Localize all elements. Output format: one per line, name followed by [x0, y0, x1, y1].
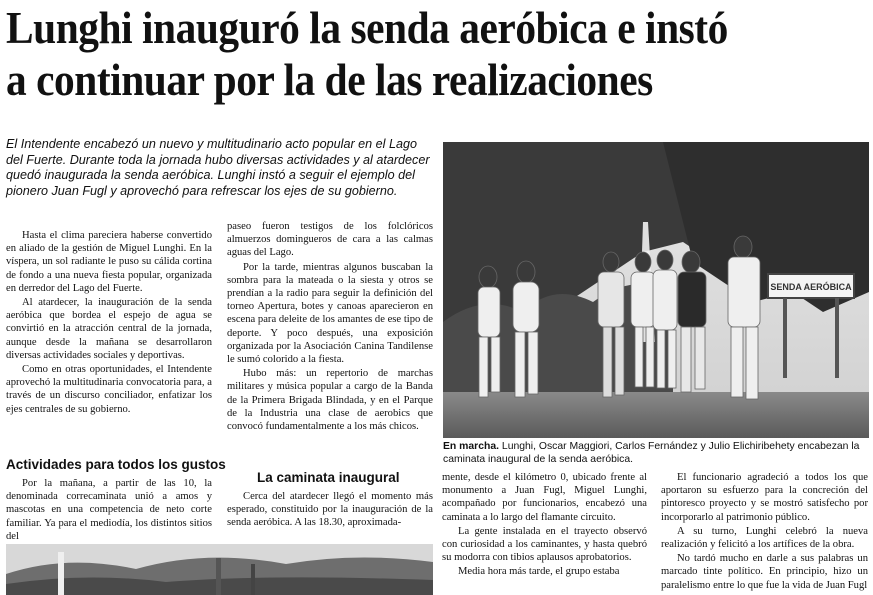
paragraph: Por la tarde, mientras algunos buscaban la sombra para la mateada o la siesta y otros se prendían a la radio para seguir la definición del torneo Apertura, botes y canoas aparecieron en escena para deleite de los amantes de ese tipo de deporte. Y poco después, una exposición organizada por la Asociación Canina Tandilense le sumó colorido a la fiesta.: [227, 261, 433, 366]
paragraph: Cerca del atardecer llegó el momento más esperado, constituido por la inauguración de la senda aeróbica. A las 18.30, aproximada-: [227, 491, 433, 529]
subheading-caminata: La caminata inaugural: [257, 470, 400, 485]
body-column-2: [227, 220, 433, 434]
paragraph: Hubo más: un repertorio de marchas militares y música popular a cargo de la Banda de la Primera Brigada Blindada, y en el Parque de la Industria una clase de aerobics que convocó fundamentalmente a los más chicos.: [227, 368, 433, 433]
body-column-1: [6, 229, 212, 417]
secondary-photo: [6, 544, 433, 595]
paragraph: A su turno, Lunghi celebró la nueva realización y felicitó a los artífices de la obra.: [661, 525, 868, 551]
activities-text: [6, 477, 212, 543]
paragraph: Hasta el clima pareciera haberse convertido en aliado de la gestión de Miguel Lunghi. En la víspera, un sol radiante le puso su cálida cortina de fondo a una nueva fiesta popular, organizada en derredor del Lago del Fuerte.: [6, 230, 212, 294]
body-column-3: [442, 471, 647, 580]
paragraph: La gente instalada en el trayecto observó con curiosidad a los caminantes, y hasta quebró su modorra con tibios aplausos aprobatorios.: [442, 525, 647, 564]
headline-line-1: Lunghi inauguró la senda aeróbica e instó: [6, 3, 728, 53]
paragraph: El funcionario agradeció a todos los que aportaron su esfuerzo para la concreción del pintoresco proyecto y se mostró satisfecho por incorporarlo al patrimonio público.: [661, 472, 868, 523]
photo-caption: [443, 441, 869, 466]
headline: [6, 2, 799, 106]
caption-text: Lunghi, Oscar Maggiori, Carlos Fernández y Julio Elichiribehety encabezan la caminata inaugural de la senda aeróbica.: [443, 441, 860, 465]
headline-line-2: a continuar por la de las realizaciones: [6, 55, 653, 105]
paragraph: Por la mañana, a partir de las 10, la denominada correcaminata unió a amos y mascotas en una competencia de neto corte familiar. Ya para el mediodía, los distintos sitios del: [6, 478, 212, 542]
paragraph: mente, desde el kilómetro 0, ubicado frente al monumento a Juan Fugl, Miguel Lunghi, acompañado por funcionarios, encabezó una caminata a lo largo del flamante circuito.: [442, 472, 647, 523]
paragraph: Media hora más tarde, el grupo estaba: [458, 566, 620, 578]
paragraph: Al atardecer, la inauguración de la senda aeróbica que bordea el espejo de agua se convirtió en la atracción central de la jornada, aunque desde la mañana se desarrollaron diversas actividades sociales y deportivas.: [6, 297, 212, 361]
sign-text: SENDA AERÓBICA: [770, 282, 852, 292]
paragraph: Como en otras oportunidades, el Intendente aprovechó la multitudinaria convocatoria para, a través de un discurso conciliador, enfatizar los ejes centrales de su gobierno.: [6, 364, 212, 415]
subheading-activities: Actividades para todos los gustos: [6, 457, 226, 472]
caption-lead: En marcha.: [443, 441, 500, 452]
caminata-text: [227, 490, 433, 530]
paragraph: No tardó mucho en darle a sus palabras un marcado tinte político. En principio, hizo un paralelismo entre lo que fue la vida de Juan Fugl: [661, 553, 868, 591]
body-column-4: [661, 471, 868, 593]
paragraph: paseo fueron testigos de los folclóricos almuerzos domingueros de cara a las calmas aguas del Lago.: [227, 221, 433, 259]
deck-summary: El Intendente encabezó un nuevo y multitudinario acto popular en el Lago del Fuerte. Durante toda la jornada hubo diversas actividades y al atardecer quedó inaugurada la senda aeróbica. Lunghi instó a seguir el ejemplo del pionero Juan Fugl y aprovechó para refrescar los ejes de su gobierno.: [6, 137, 430, 198]
news-photo: [443, 142, 869, 438]
